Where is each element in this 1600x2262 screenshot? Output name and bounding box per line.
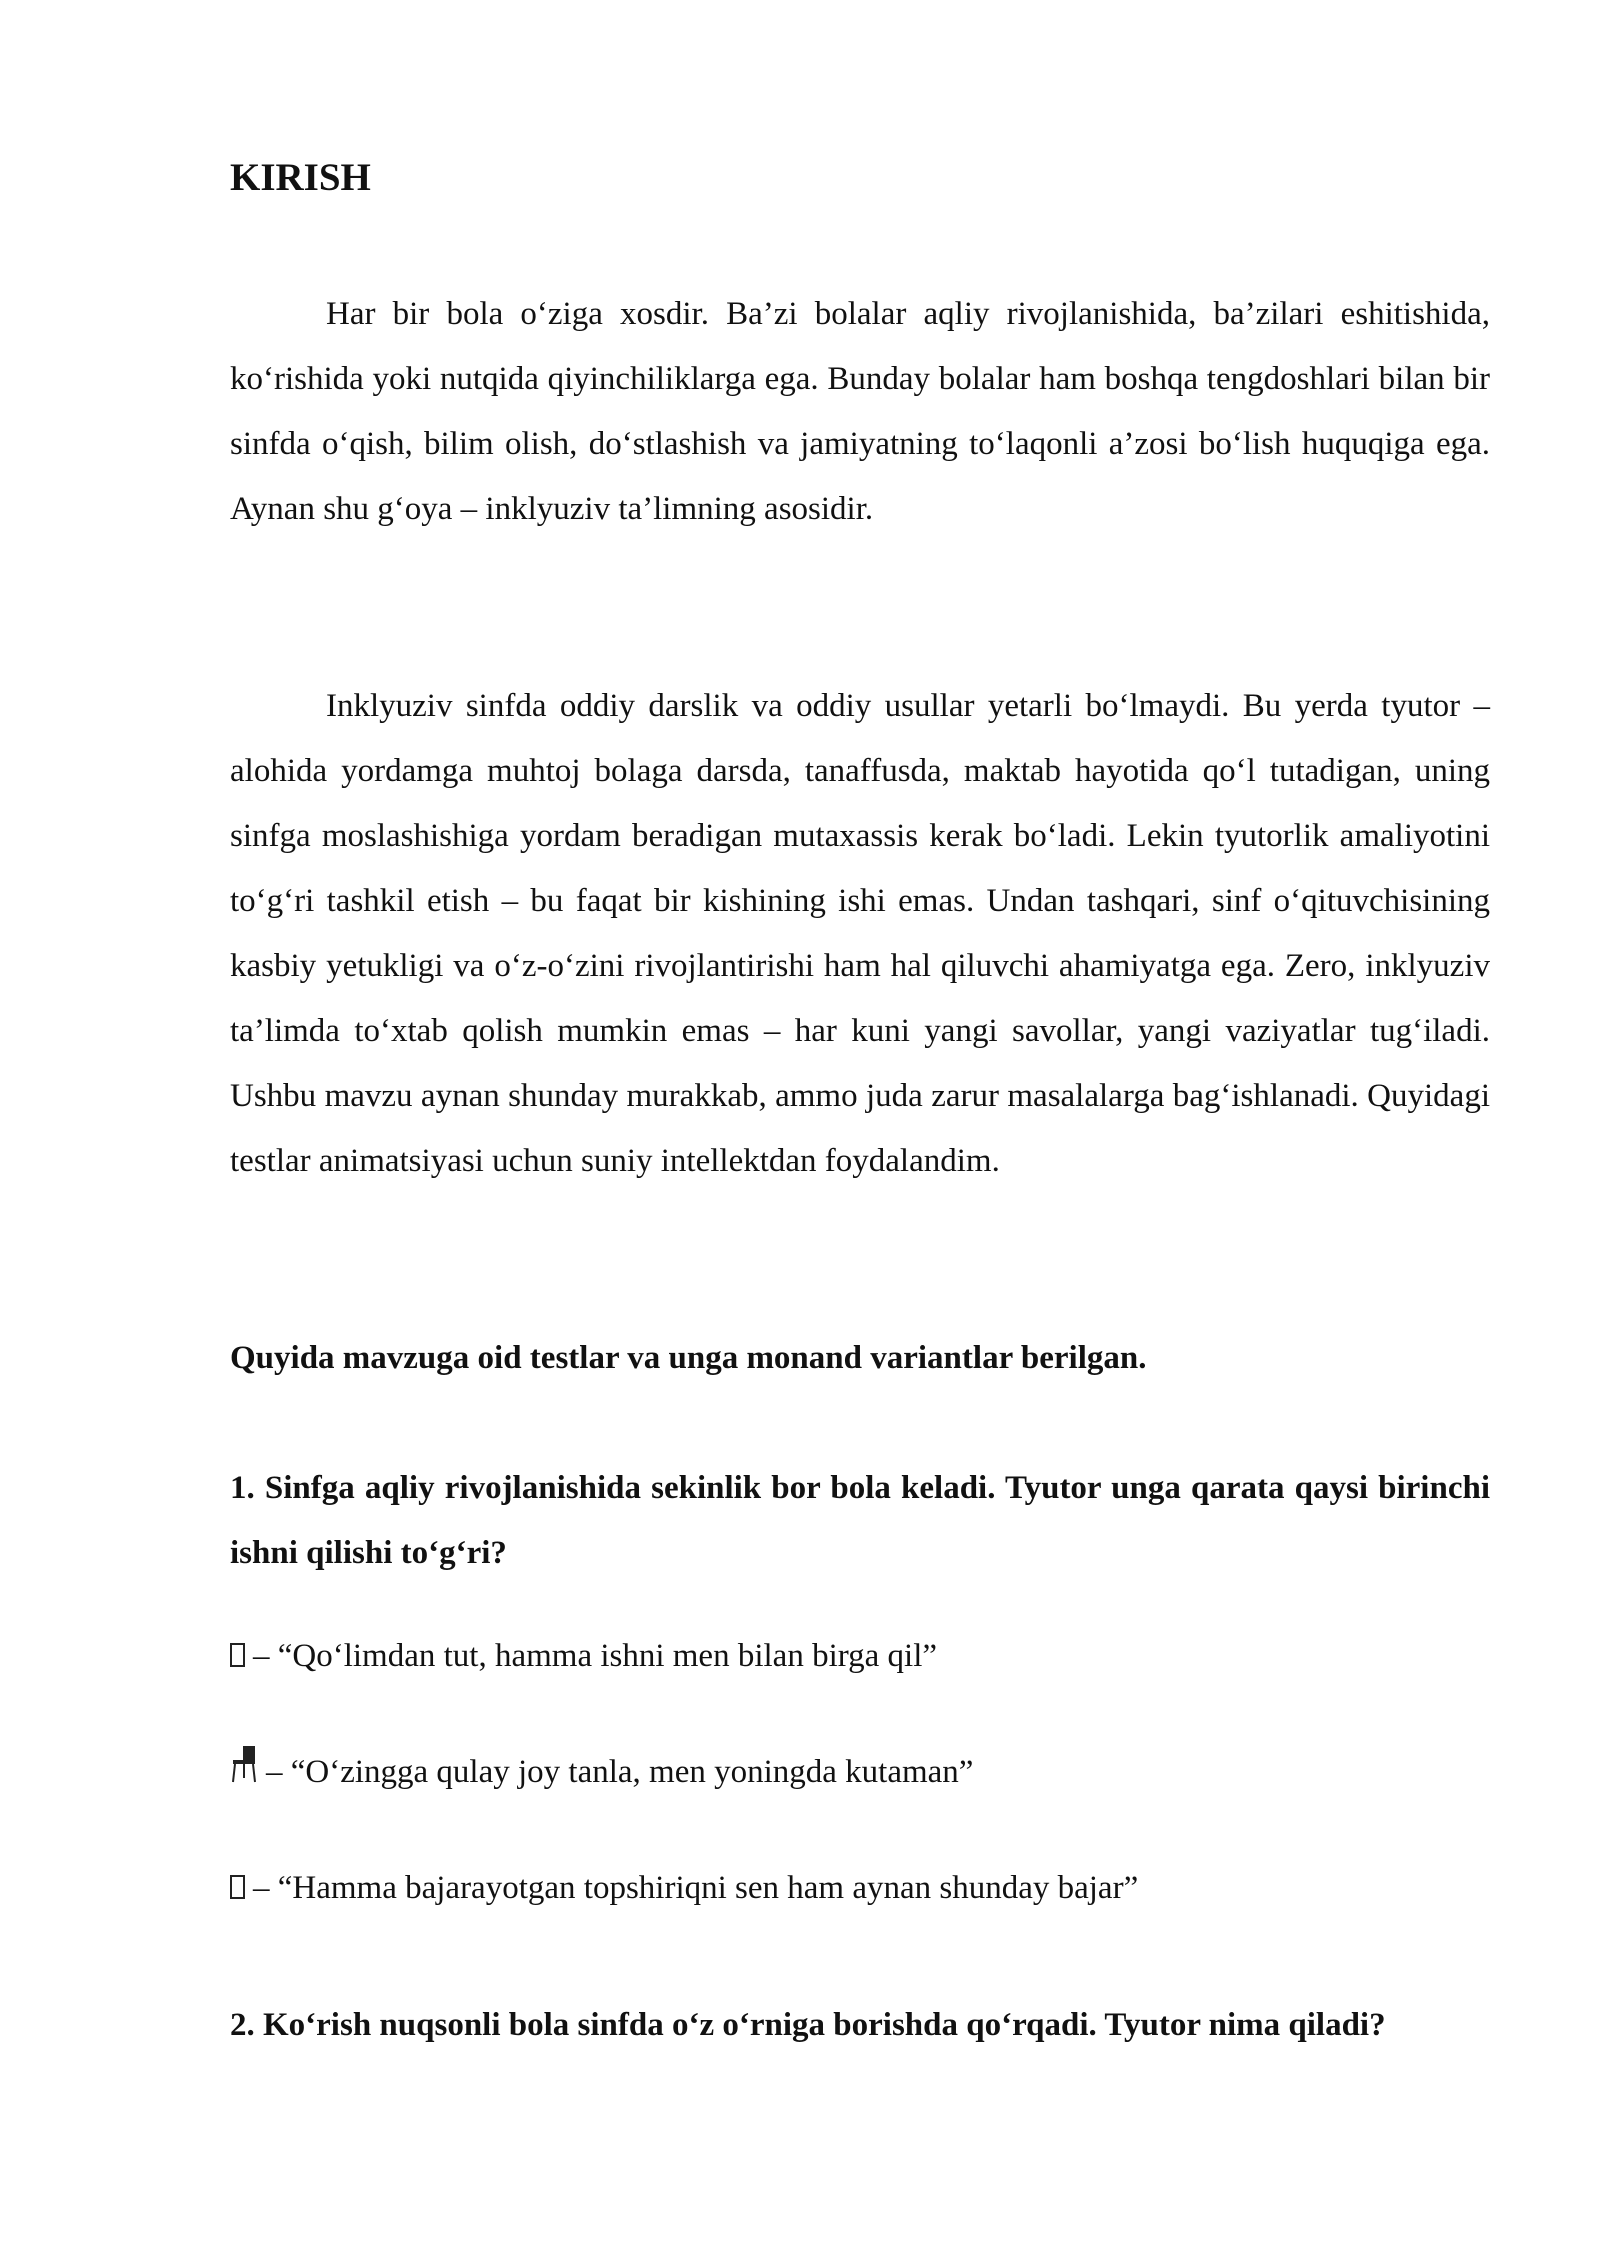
missing-glyph-box-icon (230, 1643, 245, 1667)
question-1: 1. Sinfga aqliy rivojlanishida sekinlik bor bola keladi. Tyutor unga qarata qaysi birinchi ishni qilishi to‘g‘ri? (230, 1470, 1490, 1571)
question-1-option-2 (230, 1746, 1490, 1800)
paragraph-tutor: Inklyuziv sinfda oddiy darslik va oddiy usullar yetarli bo‘lmaydi. Bu yerda tyutor – alohida yordamga muhtoj bolaga darsda, tanaffusda, maktab hayotida qo‘l tutadigan, uning sinfga moslashishiga yordam beradigan mutaxassis kerak bo‘ladi. Lekin tyutorlik amaliyotini to‘g‘ri tashkil etish – bu faqat bir kishining ishi emas. Undan tashqari, sinf o‘qituvchisining kasbiy yetukligi va o‘z-o‘zini rivojlantirishi ham hal qiluvchi ahamiyatga ega. Zero, inklyuziv ta’limda to‘xtab qolish mumkin emas – har kuni yangi savollar, yangi vaziyatlar tug‘iladi. Ushbu mavzu aynan shunday murakkab, ammo juda zarur masalalarga bag‘ishlanadi. Quyidagi testlar animatsiyasi uchun suniy intellektdan foydalandim. (230, 688, 1490, 1179)
question-1-option-3 (230, 1862, 1490, 1914)
option-text: – “O‘zingga qulay joy tanla, men yoningda kutaman” (266, 1754, 974, 1790)
question-2: 2. Ko‘rish nuqsonli bola sinfda o‘z o‘rniga borishda qo‘rqadi. Tyutor nima qiladi? (230, 2007, 1386, 2043)
tests-intro-line: Quyida mavzuga oid testlar va unga monand variantlar berilgan. (230, 1340, 1147, 1376)
missing-glyph-box-icon (230, 1875, 245, 1899)
option-text: – “Hamma bajarayotgan topshiriqni sen ham aynan shunday bajar” (253, 1870, 1139, 1906)
section-heading: KIRISH (230, 156, 371, 199)
paragraph-intro: Har bir bola o‘ziga xosdir. Ba’zi bolalar aqliy rivojlanishida, ba’zilari eshitishida, ko‘rishida yoki nutqida qiyinchiliklarga ega. Bunday bolalar ham boshqa tengdoshlari bilan bir sinfda o‘qish, bilim olish, do‘stlashish va jamiyatning to‘laqonli a’zosi bo‘lish huquqiga ega. Aynan shu g‘oya – inklyuziv ta’limning asosidir. (230, 296, 1490, 527)
chair-icon (230, 1748, 258, 1800)
question-1-option-1 (230, 1630, 1490, 1682)
option-text: – “Qo‘limdan tut, hamma ishni men bilan birga qil” (253, 1638, 938, 1674)
